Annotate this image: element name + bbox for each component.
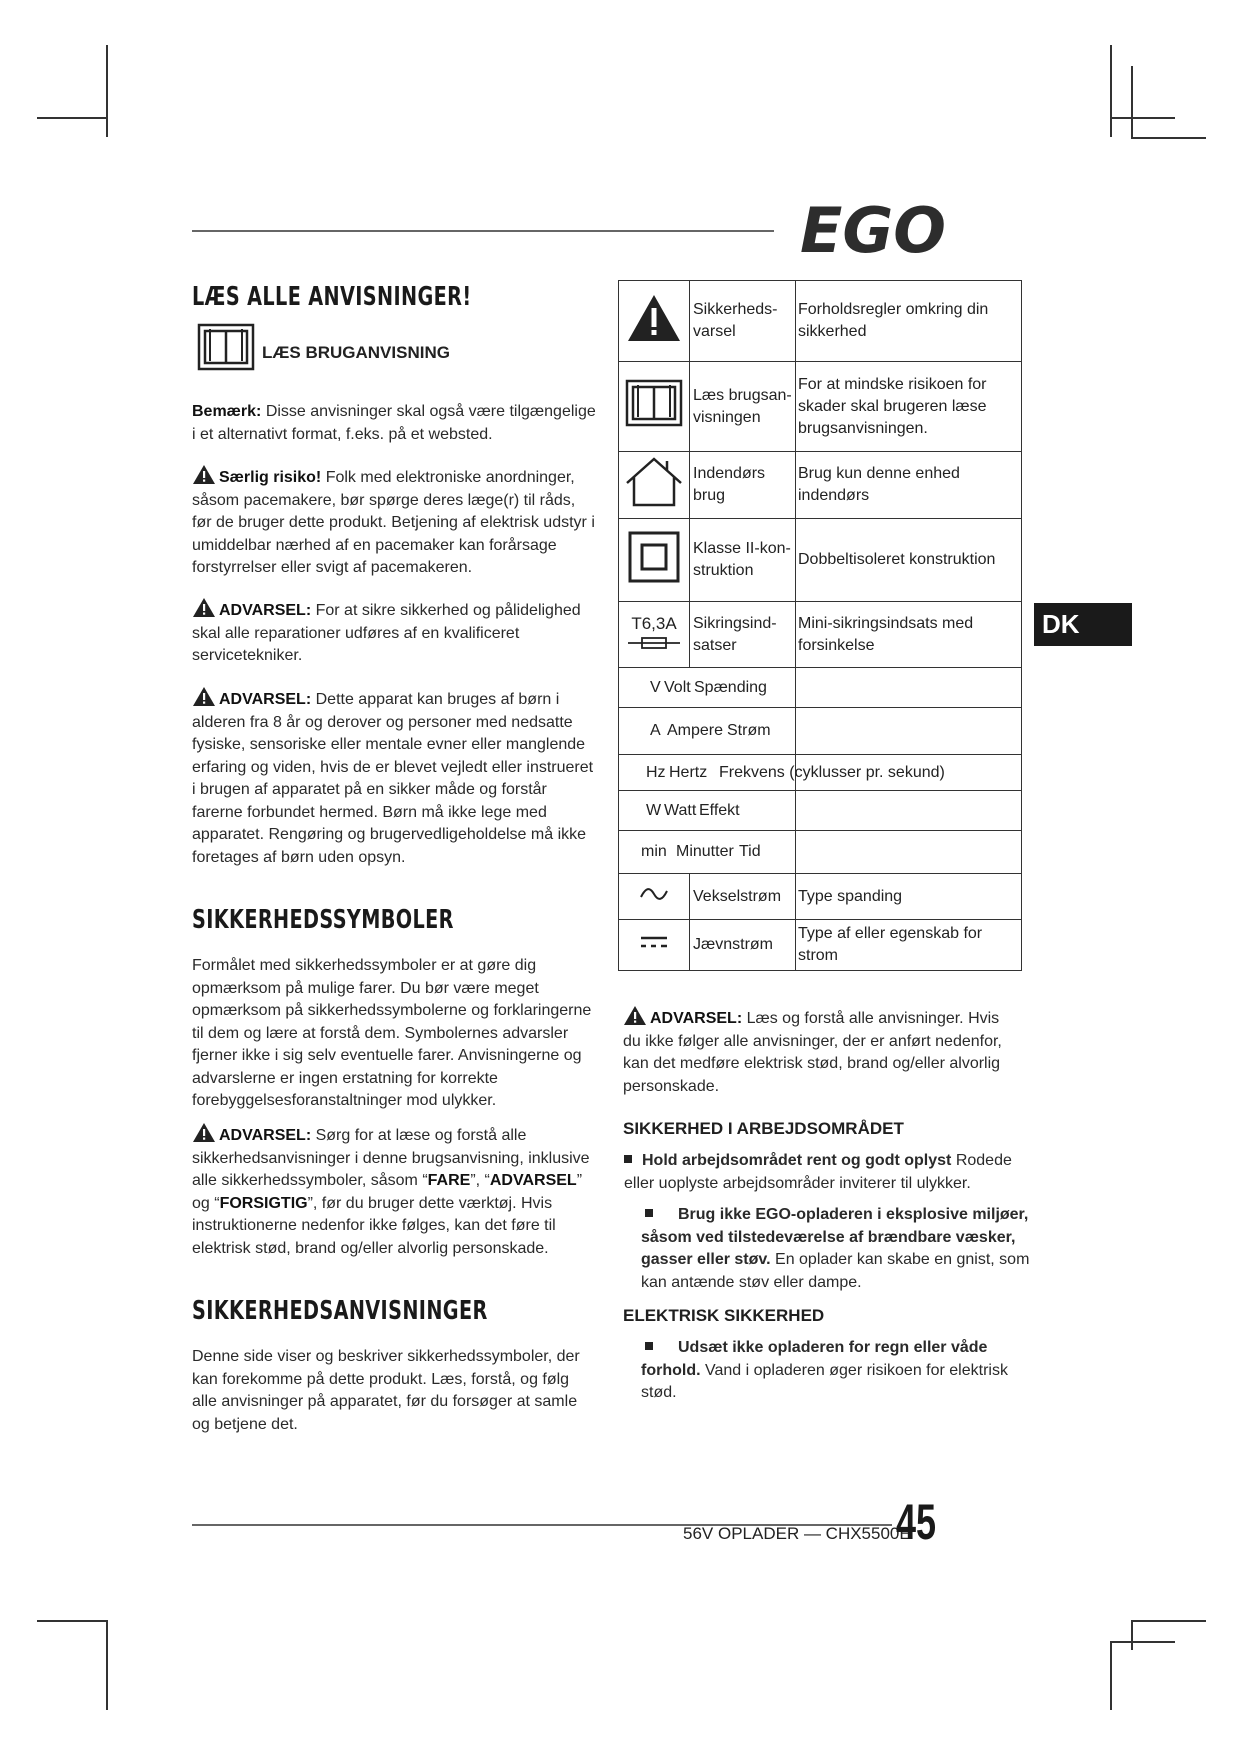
warning-read-text-b: ”, “	[470, 1172, 490, 1189]
signal-word-forsigtig: FORSIGTIG	[219, 1194, 308, 1212]
manual-book-icon	[625, 379, 683, 427]
table-row	[619, 755, 1022, 791]
unit-name: Volt	[664, 678, 691, 696]
bullet-bold-text: Udsæt ikke opladeren for regn eller våde forhold.	[641, 1339, 988, 1379]
crop-mark	[1110, 1641, 1175, 1643]
book-icon	[197, 323, 255, 371]
crop-mark	[1131, 1620, 1133, 1650]
symbol-description	[796, 668, 1022, 708]
unit-name: Ampere	[667, 722, 724, 739]
table-row	[619, 519, 1022, 602]
symbols-paragraph: Formålet med sikkerhedssymboler er at gøre dig opmærksom på mulige farer. Du bør være meget opmærksom på sikkerhedssymbolerne og forklaringerne til dem og lære at forstå dem. Symbolernes advarsler fjerner ikke i sig selv eventuelle farer. Anvisningerne og advarslerne er ingen erstatning for korrekte forebyggelsesforanstaltninger mod ulykker.	[192, 957, 592, 1109]
icon-cell	[619, 874, 690, 920]
work-area-heading: SIKKERHED I ARBEJDSOMRÅDET	[623, 1119, 904, 1138]
bullet-bold-text: Brug ikke EGO-opladeren i eksplosive miljøer, såsom ved tilstedeværelse af brændbare væsker, gasser eller støv.	[641, 1206, 1029, 1268]
symbol-description: Brug kun denne enhed indendørs	[796, 452, 1022, 519]
unit-meaning: Frekvens (cyklusser pr. sekund)	[719, 763, 945, 781]
heading-read-all: LÆS ALLE ANVISNINGER!	[192, 282, 472, 312]
unit-cell	[619, 668, 796, 708]
language-tab: DK	[1034, 603, 1132, 646]
warning-label: ADVARSEL:	[219, 602, 312, 619]
unit-code: W	[646, 801, 662, 819]
bullet-square-icon	[624, 1155, 632, 1163]
icon-cell	[619, 920, 690, 971]
list-item	[641, 1204, 1031, 1294]
bullet-text: Vand i opladeren øger risikoen for elektrisk stød.	[641, 1361, 1008, 1401]
symbol-name: Klasse II-kon-struktion	[690, 519, 796, 602]
symbol-name: Indendørs brug	[690, 452, 796, 519]
ego-logo	[800, 200, 1020, 260]
warning-triangle-icon	[192, 464, 216, 485]
warning-repair-text: For at sikre sikkerhed og pålidelighed skal alle reparationer udføres af en kvalificeret servicetekniker.	[192, 602, 581, 664]
note-text: Disse anvisninger skal også være tilgængelige i et alternativt format, f.eks. på et websted.	[192, 403, 596, 443]
bullet-text: En oplader kan skabe en gnist, som kan antænde støv eller dampe.	[641, 1251, 1030, 1291]
table-row	[619, 791, 1022, 831]
symbol-name: Jævnstrøm	[690, 920, 796, 971]
unit-cell	[619, 708, 796, 755]
fuse-icon	[628, 637, 680, 649]
unit-cell	[619, 791, 796, 831]
warning-triangle-icon	[192, 597, 216, 618]
symbol-name: Sikringsind-satser	[690, 602, 796, 668]
bullet-square-icon	[645, 1209, 653, 1217]
symbol-description: Type spanding	[796, 874, 1022, 920]
warning-triangle-icon	[623, 1005, 647, 1026]
instructions-paragraph: Denne side viser og beskriver sikkerhedssymboler, der kan forekomme på dette produkt. Læs, forstå, og følg alle anvisninger på apparatet, før du forsøger at samle og betjene det.	[192, 1348, 580, 1433]
icon-cell	[619, 602, 690, 668]
crop-mark	[106, 45, 108, 137]
warning-read-text-d: ”, før du bruger dette værktøj. Hvis instruktionerne nedenfor ikke følges, kan det føre til elektrisk stød, brand og/eller alvorlig personskade.	[192, 1194, 556, 1257]
symbol-description	[796, 831, 1022, 874]
crop-mark	[37, 1620, 108, 1622]
symbol-table	[618, 280, 1022, 971]
symbol-description	[796, 708, 1022, 755]
warning-general-paragraph	[623, 1005, 1005, 1098]
crop-mark	[1110, 117, 1175, 119]
unit-name: Hertz	[669, 763, 708, 781]
fuse-rating: T6,3A	[631, 613, 677, 633]
read-manual-label: LÆS BRUGANVISNING	[262, 343, 450, 362]
signal-word-advarsel: ADVARSEL	[489, 1172, 577, 1189]
warning-triangle-icon	[192, 1122, 216, 1143]
unit-code: Hz	[646, 763, 666, 781]
table-row	[619, 452, 1022, 519]
double-square-icon	[628, 531, 680, 583]
heading-safety-symbols: SIKKERHEDSSYMBOLER	[192, 905, 454, 935]
symbol-description: For at mindske risikoen for skader skal brugeren læse brugsanvisningen.	[796, 362, 1022, 452]
warning-read-text-c: ” og “	[192, 1172, 583, 1212]
signal-word-fare: FARE	[427, 1172, 471, 1189]
table-row	[619, 362, 1022, 452]
crop-mark	[1110, 45, 1112, 137]
unit-meaning: Strøm	[727, 722, 771, 739]
svg-text:EGO: EGO	[800, 200, 946, 260]
heading-safety-instructions: SIKKERHEDSANVISNINGER	[192, 1296, 488, 1326]
special-risk-paragraph	[192, 464, 597, 580]
table-row	[619, 831, 1022, 874]
crop-mark	[106, 1620, 108, 1710]
page-number: 45	[896, 1494, 937, 1550]
note-label: Bemærk:	[192, 403, 262, 420]
list-item	[624, 1150, 1024, 1195]
unit-meaning: Tid	[739, 843, 761, 860]
unit-meaning: Spænding	[694, 678, 767, 696]
special-risk-label: Særlig risiko!	[219, 469, 322, 486]
warning-read-paragraph	[192, 1122, 597, 1260]
unit-code: min	[641, 843, 667, 860]
warning-label: ADVARSEL:	[219, 691, 312, 708]
icon-cell	[619, 281, 690, 362]
symbol-description: Forholdsregler omkring din sikkerhed	[796, 281, 1022, 362]
crop-mark	[1110, 1641, 1112, 1710]
house-icon	[623, 455, 685, 509]
warning-label: ADVARSEL:	[650, 1010, 743, 1027]
icon-cell	[619, 452, 690, 519]
unit-code: V	[650, 678, 661, 696]
table-row	[619, 920, 1022, 971]
symbol-description: Dobbeltisoleret konstruktion	[796, 519, 1022, 602]
table-row	[619, 602, 1022, 668]
table-row	[619, 874, 1022, 920]
list-item	[641, 1337, 1031, 1405]
icon-cell	[619, 519, 690, 602]
symbol-description	[796, 791, 1022, 831]
warning-label: ADVARSEL:	[219, 1127, 312, 1144]
symbol-name: Læs brugsan-visningen	[690, 362, 796, 452]
dc-icon	[639, 935, 669, 949]
bullet-square-icon	[645, 1342, 653, 1350]
unit-meaning: Effekt	[699, 801, 740, 819]
note-paragraph	[192, 401, 597, 446]
crop-mark	[37, 117, 108, 119]
header-rule	[192, 230, 774, 232]
warning-general-text: Læs og forstå alle anvisninger. Hvis du ikke følger alle anvisninger, der er anført nedenfor, kan det medføre elektrisk stød, brand og/eller alvorlig personskade.	[623, 1010, 1002, 1095]
symbol-name: Sikkerheds-varsel	[690, 281, 796, 362]
unit-code: A	[650, 722, 661, 739]
warning-triangle-icon	[192, 686, 216, 707]
icon-cell	[619, 362, 690, 452]
electric-safety-heading: ELEKTRISK SIKKERHED	[623, 1306, 825, 1325]
warning-triangle-icon	[626, 293, 682, 343]
warning-repair-paragraph	[192, 597, 597, 668]
footer-product: 56V OPLADER — CHX5500E	[683, 1524, 911, 1543]
unit-cell	[619, 755, 945, 791]
warning-children-text: Dette apparat kan bruges af børn i alderen fra 8 år og derover og personer med nedsatte fysiske, sensoriske eller mentale evner eller manglende erfaring og viden, hvis de er blevet vejledt eller instrueret i brugen af apparatet på en sikker måde og forstår farerne forbundet hermed. Børn må ikke lege med apparatet. Rengøring og brugervedligeholdelse må ikke foretages af børn uden opsyn.	[192, 691, 594, 866]
warning-read-text-a: Sørg for at læse og forstå alle sikkerhedsanvisninger i denne brugsanvisning, inklusive alle sikkerhedssymboler, såsom “	[192, 1127, 590, 1189]
warning-children-paragraph	[192, 686, 600, 869]
special-risk-text: Folk med elektroniske anordninger, såsom pacemakere, bør spørge deres læge(r) til råds, før de bruger dette produkt. Betjening af elektrisk udstyr i umiddelbar nærhed af en pacemaker kan forårsage forstyrrelser eller svigt af pacemakeren.	[192, 469, 595, 576]
unit-cell	[619, 831, 796, 874]
ac-wave-icon	[639, 887, 669, 901]
table-row	[619, 708, 1022, 755]
table-row	[619, 281, 1022, 362]
symbol-name: Vekselstrøm	[690, 874, 796, 920]
crop-mark	[1131, 1620, 1206, 1622]
symbol-description: Mini-sikringsindsats med forsinkelse	[796, 602, 1022, 668]
table-row	[619, 668, 1022, 708]
unit-name: Watt	[664, 801, 697, 819]
crop-mark	[1131, 66, 1133, 137]
symbol-description: Type af eller egenskab for strom	[796, 920, 1022, 971]
crop-mark	[1131, 137, 1206, 139]
bullet-text: Rodede eller uoplyste arbejdsområder inviterer til ulykker.	[624, 1152, 1012, 1192]
bullet-bold-text: Hold arbejdsområdet rent og godt oplyst	[642, 1152, 952, 1169]
unit-name: Minutter	[676, 843, 734, 860]
